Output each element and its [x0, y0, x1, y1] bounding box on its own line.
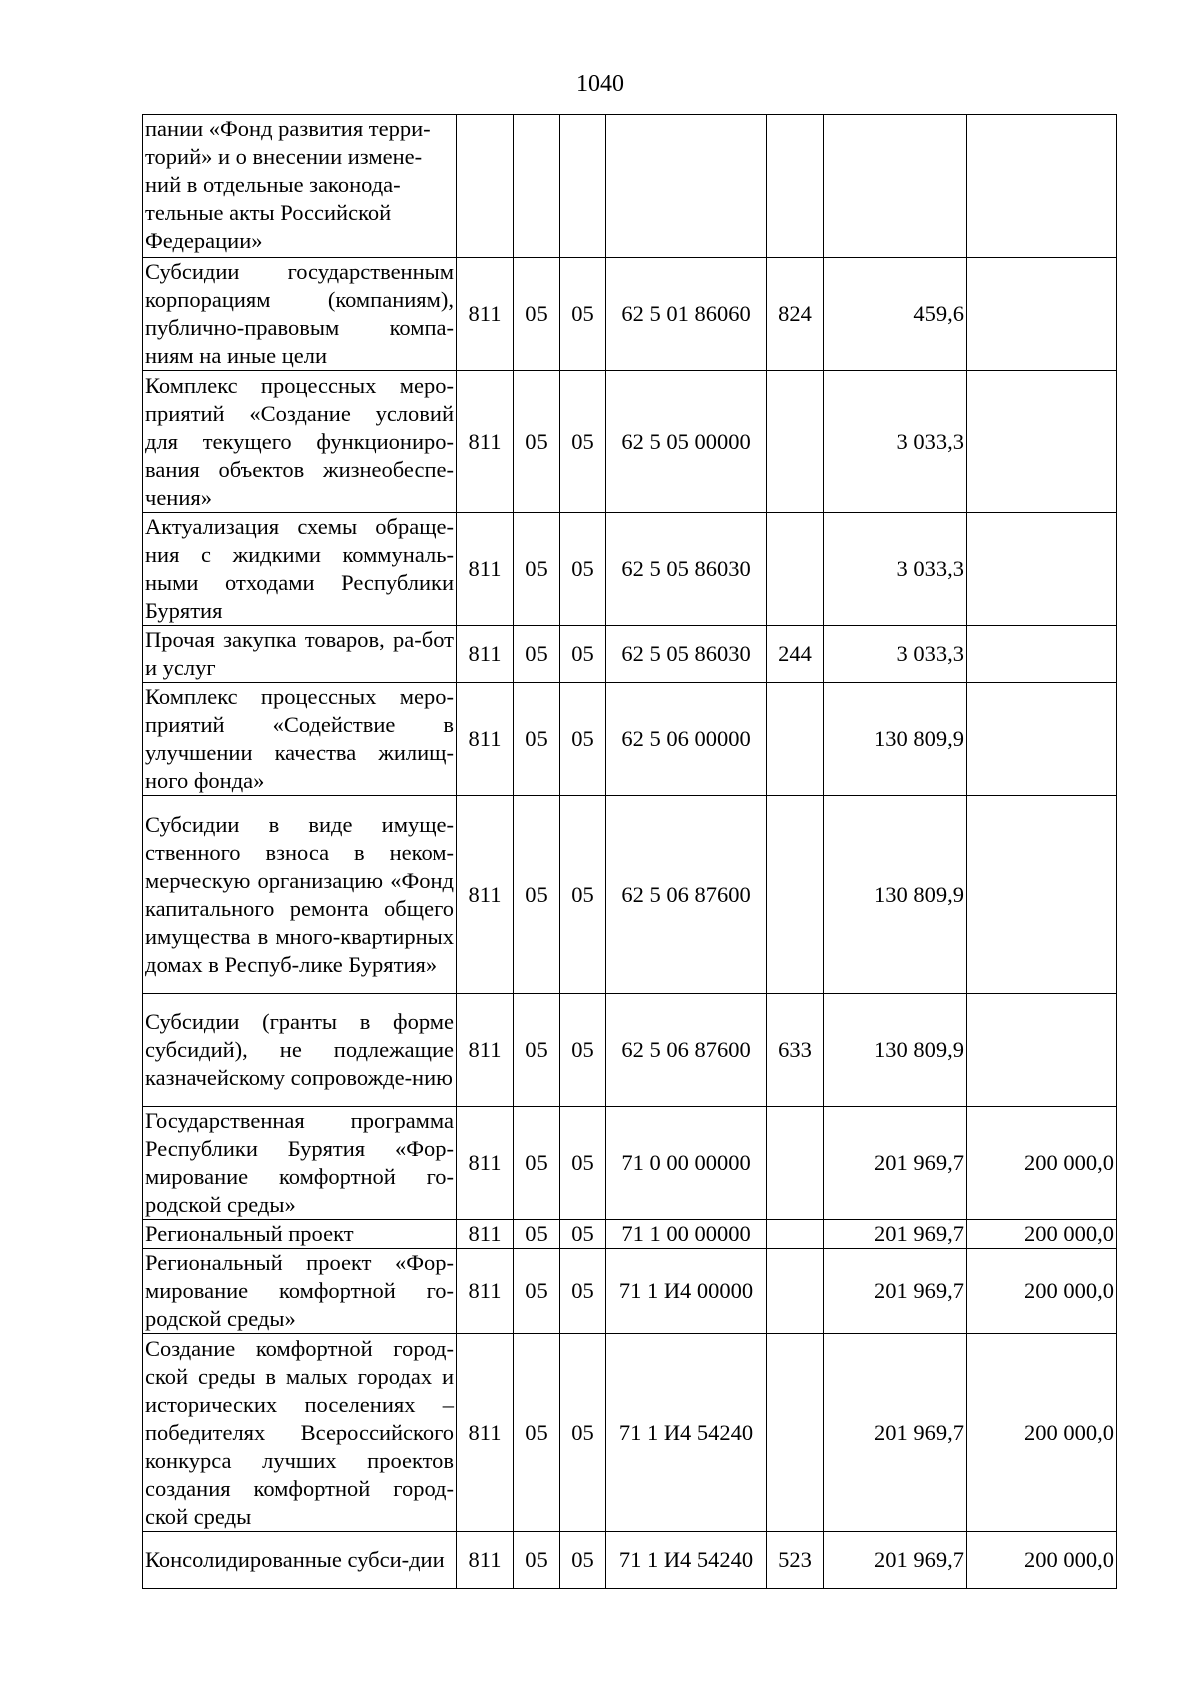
subsection-code: 05: [560, 258, 606, 371]
expense-type-code: [767, 1249, 824, 1334]
table-row: [143, 1334, 1117, 1532]
row-label: Создание комфортной город-ской среды в малых городах и исторических поселениях – победителях Всероссийского конкурса лучших проектов создания комфортной город-ской среды: [143, 1334, 457, 1532]
row-label: Комплекс процессных меро-приятий «Содействие в улучшении качества жилищ-ного фонда»: [143, 683, 457, 796]
table-row: [143, 683, 1117, 796]
expense-type-code: [767, 513, 824, 626]
row-label: Региональный проект: [143, 1220, 457, 1249]
subsection-code: 05: [560, 1107, 606, 1220]
subsection-code: 05: [560, 1532, 606, 1589]
section-code: 05: [514, 258, 560, 371]
amount-year-2: [967, 115, 1117, 258]
amount-year-2: [967, 513, 1117, 626]
amount-year-2: 200 000,0: [967, 1220, 1117, 1249]
section-code: 05: [514, 994, 560, 1107]
section-code: 05: [514, 1334, 560, 1532]
subsection-code: 05: [560, 994, 606, 1107]
table-row: [143, 1220, 1117, 1249]
amount-year-2: [967, 258, 1117, 371]
ministry-code: 811: [457, 626, 514, 683]
subsection-code: 05: [560, 796, 606, 994]
amount-year-1: 3 033,3: [824, 626, 967, 683]
subsection-code: 05: [560, 1249, 606, 1334]
expense-type-code: [767, 371, 824, 513]
target-article-code: 71 1 И4 54240: [606, 1334, 767, 1532]
subsection-code: 05: [560, 1220, 606, 1249]
amount-year-2: 200 000,0: [967, 1334, 1117, 1532]
target-article-code: 62 5 06 87600: [606, 796, 767, 994]
ministry-code: 811: [457, 1220, 514, 1249]
amount-year-2: 200 000,0: [967, 1249, 1117, 1334]
expense-type-code: 244: [767, 626, 824, 683]
amount-year-1: 201 969,7: [824, 1107, 967, 1220]
row-label: Прочая закупка товаров, ра-бот и услуг: [143, 626, 457, 683]
table-row: [143, 115, 1117, 258]
target-article-code: 62 5 06 87600: [606, 994, 767, 1107]
target-article-code: 62 5 05 86030: [606, 513, 767, 626]
section-code: 05: [514, 1532, 560, 1589]
amount-year-2: [967, 626, 1117, 683]
expense-type-code: [767, 115, 824, 258]
table-row: [143, 626, 1117, 683]
amount-year-2: [967, 683, 1117, 796]
target-article-code: 62 5 06 00000: [606, 683, 767, 796]
row-label: пании «Фонд развития терри- торий» и о внесении измене- ний в отдельные законода- тельные акты Российской Федерации»: [143, 115, 457, 258]
page-number: 1040: [576, 71, 624, 97]
amount-year-2: [967, 796, 1117, 994]
table-row: [143, 796, 1117, 994]
row-label: Государственная программа Республики Бурятия «Фор-мирование комфортной го-родской среды»: [143, 1107, 457, 1220]
expense-type-code: 633: [767, 994, 824, 1107]
ministry-code: [457, 115, 514, 258]
subsection-code: 05: [560, 371, 606, 513]
row-label: Комплекс процессных меро-приятий «Создание условий для текущего функциониро-вания объектов жизнеобеспе-чения»: [143, 371, 457, 513]
amount-year-2: [967, 371, 1117, 513]
expense-type-code: [767, 796, 824, 994]
amount-year-1: 459,6: [824, 258, 967, 371]
ministry-code: 811: [457, 371, 514, 513]
ministry-code: 811: [457, 994, 514, 1107]
row-label: Актуализация схемы обраще-ния с жидкими коммуналь-ными отходами Республики Бурятия: [143, 513, 457, 626]
section-code: 05: [514, 626, 560, 683]
amount-year-1: 130 809,9: [824, 683, 967, 796]
subsection-code: 05: [560, 513, 606, 626]
expense-type-code: [767, 1334, 824, 1532]
section-code: 05: [514, 796, 560, 994]
ministry-code: 811: [457, 683, 514, 796]
table-row: [143, 371, 1117, 513]
expense-type-code: [767, 1220, 824, 1249]
ministry-code: 811: [457, 513, 514, 626]
amount-year-2: 200 000,0: [967, 1107, 1117, 1220]
target-article-code: 71 1 00 00000: [606, 1220, 767, 1249]
section-code: [514, 115, 560, 258]
table-row: [143, 1249, 1117, 1334]
subsection-code: 05: [560, 1334, 606, 1532]
subsection-code: [560, 115, 606, 258]
amount-year-1: 130 809,9: [824, 994, 967, 1107]
amount-year-1: 3 033,3: [824, 513, 967, 626]
row-label: Субсидии государственным корпорациям (компаниям), публично-правовым компа-ниям на иные цели: [143, 258, 457, 371]
ministry-code: 811: [457, 796, 514, 994]
row-label: Региональный проект «Фор-мирование комфортной го-родской среды»: [143, 1249, 457, 1334]
ministry-code: 811: [457, 1249, 514, 1334]
amount-year-2: [967, 994, 1117, 1107]
amount-year-1: 201 969,7: [824, 1249, 967, 1334]
amount-year-1: [824, 115, 967, 258]
amount-year-1: 130 809,9: [824, 796, 967, 994]
expense-type-code: [767, 1107, 824, 1220]
ministry-code: 811: [457, 1334, 514, 1532]
section-code: 05: [514, 683, 560, 796]
row-label: Субсидии (гранты в форме субсидий), не подлежащие казначейскому сопровожде-нию: [143, 994, 457, 1107]
section-code: 05: [514, 513, 560, 626]
subsection-code: 05: [560, 683, 606, 796]
table-row: [143, 513, 1117, 626]
expense-type-code: 824: [767, 258, 824, 371]
target-article-code: 71 0 00 00000: [606, 1107, 767, 1220]
subsection-code: 05: [560, 626, 606, 683]
ministry-code: 811: [457, 258, 514, 371]
expense-type-code: 523: [767, 1532, 824, 1589]
row-label: Консолидированные субси-дии: [143, 1532, 457, 1589]
expense-type-code: [767, 683, 824, 796]
row-label: Субсидии в виде имуще-ственного взноса в неком-мерческую организацию «Фонд капитального ремонта общего имущества в много-квартирных домах в Респуб-лике Бурятия»: [143, 796, 457, 994]
target-article-code: 62 5 01 86060: [606, 258, 767, 371]
amount-year-1: 201 969,7: [824, 1532, 967, 1589]
amount-year-2: 200 000,0: [967, 1532, 1117, 1589]
section-code: 05: [514, 1249, 560, 1334]
amount-year-1: 201 969,7: [824, 1334, 967, 1532]
target-article-code: 71 1 И4 54240: [606, 1532, 767, 1589]
amount-year-1: 201 969,7: [824, 1220, 967, 1249]
table-row: [143, 258, 1117, 371]
table-row: [143, 1107, 1117, 1220]
budget-table: [142, 114, 1117, 1589]
table-row: [143, 994, 1117, 1107]
target-article-code: 62 5 05 00000: [606, 371, 767, 513]
ministry-code: 811: [457, 1532, 514, 1589]
section-code: 05: [514, 371, 560, 513]
section-code: 05: [514, 1107, 560, 1220]
target-article-code: 62 5 05 86030: [606, 626, 767, 683]
target-article-code: [606, 115, 767, 258]
amount-year-1: 3 033,3: [824, 371, 967, 513]
ministry-code: 811: [457, 1107, 514, 1220]
target-article-code: 71 1 И4 00000: [606, 1249, 767, 1334]
section-code: 05: [514, 1220, 560, 1249]
table-row: [143, 1532, 1117, 1589]
